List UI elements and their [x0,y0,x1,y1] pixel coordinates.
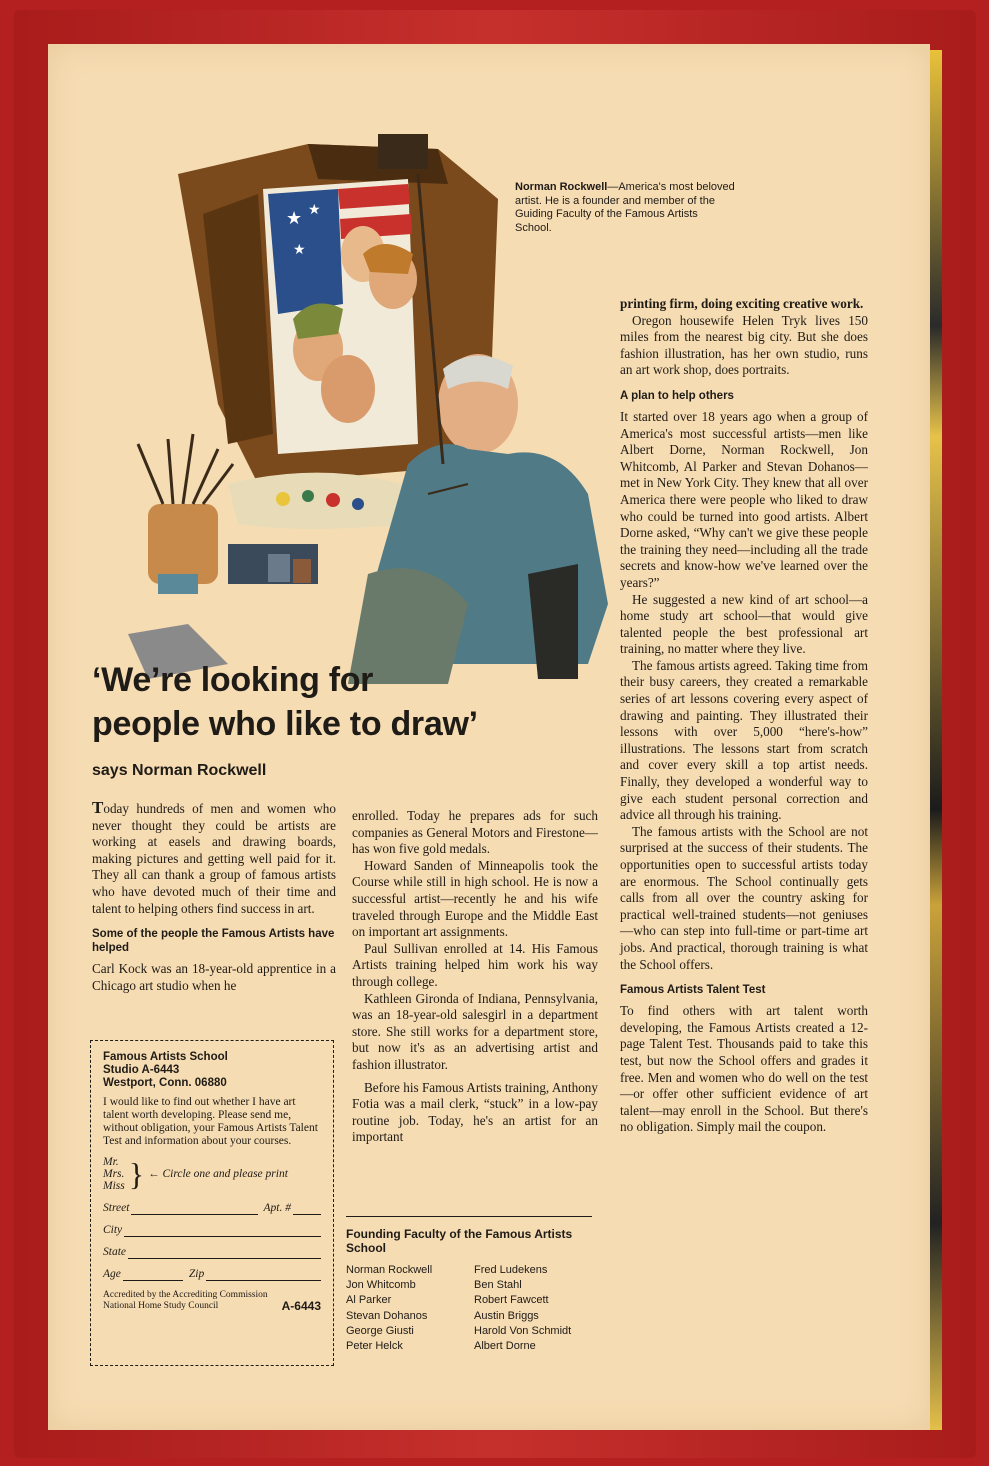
age-field[interactable] [123,1270,183,1281]
headline [92,658,612,746]
column-3-para-2: Oregon housewife Helen Tryk lives 150 miles from the nearest big city. But she does fashion illustration, has her own studio, runs an art work shop, does portraits. [620,312,868,378]
column-1-para-1-text: oday hundreds of men and women who never thought they could be artists are working at easels and drawing boards, making pictures and getting well paid for it. They all can thank a group of famous artists who have devoted much of their time and talent to helping others find success in art. [92,801,336,916]
street-label: Street [103,1202,130,1214]
circle-instruction: ← Circle one and please print [148,1167,288,1180]
section-heading-talent-test: Famous Artists Talent Test [620,984,766,997]
salutation-mrs[interactable]: Mrs. [103,1168,125,1180]
city-label: City [103,1224,123,1236]
column-1-para-1 [92,800,336,917]
faculty-list [346,1263,606,1354]
founding-faculty [346,1216,606,1354]
state-row [103,1246,321,1259]
coupon-code: A-6443 [281,1299,321,1313]
state-field[interactable] [128,1248,321,1259]
apt-field[interactable] [293,1204,321,1215]
svg-text:★: ★ [293,243,306,258]
salutation-miss[interactable]: Miss [103,1180,125,1192]
svg-text:★: ★ [286,208,303,228]
age-label: Age [103,1268,121,1280]
faculty-name: Al Parker [346,1294,392,1307]
column-2-para-5: Before his Famous Artists training, Anthony Fotia was a mail clerk, “stuck” in a low-pay routine job. Today, he's an artist for an important [352,1079,598,1145]
section-heading-plan: A plan to help others [620,389,734,402]
salutation-choice[interactable] [103,1156,321,1192]
coupon-intro: I would like to find out whether I have art talent worth developing. Please send me, without obligation, your Famous Artists Talent Test and information about your courses. [103,1096,318,1147]
mail-coupon [90,1040,334,1366]
column-2-para-4: Kathleen Gironda of Indiana, Pennsylvania, was an 18-year-old salesgirl in a department store. She still works for a department store, but now it's as an advertising artist and fashion illustrator. [352,990,598,1072]
salutation-titles [103,1156,125,1192]
street-field[interactable] [131,1204,257,1215]
faculty-name: Austin Briggs [474,1309,539,1322]
city-row [103,1224,321,1237]
column-1-para-2: Carl Kock was an 18-year-old apprentice in a Chicago art studio when he [92,961,336,993]
column-2-para-3: Paul Sullivan enrolled at 14. His Famous Artists training helped him work his way through college. [352,940,598,989]
faculty-name: Ben Stahl [474,1279,522,1292]
column-2-para-1: enrolled. Today he prepares ads for such companies as General Motors and Firestone—has won five gold medals. [352,808,598,857]
ad-page [48,44,930,1430]
column-3 [620,296,868,1136]
column-3-para-6: The famous artists with the School are not surprised at the success of their students. The opportunities open to successful artists today are enormous. The School continually gets calls from all over the country asking for practical well-trained students—not geniuses—who can step into full-time or part-time art jobs. And practical, thorough training is what the School offers. [620,823,868,972]
brace-glyph: } [128,1156,145,1192]
accreditation-note: Accredited by the Accrediting Commission National Home Study Council [103,1290,268,1311]
coupon-address [103,1051,321,1090]
byline: says Norman Rockwell [92,762,267,779]
caption-name: Norman Rockwell [515,181,608,193]
city-field[interactable] [124,1226,321,1237]
illustration-caption [515,181,735,235]
column-2 [352,808,598,1146]
column-3-para-7: To find others with art talent worth developing, the Famous Artists created a 12-page Talent Test. Thousands paid to take this test, but now the School offers and grades it free. Men and women who do well on the test—or offer other sufficient evidence of art talent—may enroll in the School. But there's no obligation. Simply mail the coupon. [620,1003,868,1135]
coupon-address-line-1: Famous Artists School [103,1051,228,1063]
faculty-name: Jon Whitcomb [346,1279,416,1292]
comic-edge-strip [928,50,942,1430]
salutation-mr[interactable]: Mr. [103,1156,119,1168]
apt-label: Apt. # [263,1202,291,1214]
column-1 [92,800,336,994]
column-3-para-3: It started over 18 years ago when a group of America's most successful artists—men like Albert Dorne, Norman Rockwell, Jon Whitcomb, Al Parker and Stevan Dohanos—met in New York City. They knew that all over America there were people who liked to draw who could be turned into good artists. Albert Dorne asked, “Why can't we give these people the training they need—including all the trade secrets and know-how we've learned over the years?” [620,408,868,590]
zip-field[interactable] [206,1270,321,1281]
faculty-name: Robert Fawcett [474,1294,549,1307]
column-3-para-5: The famous artists agreed. Taking time from their busy careers, they created a remarkable series of art lessons covering every aspect of drawing and painting. They illustrated their lessons with over 5,000 “here's-how” illustrations. The lessons start from scratch and cover every skill a top artist needs. Finally, they developed a wonderful way to give each student personal correction and advice all through his training. [620,657,868,823]
faculty-name: Albert Dorne [474,1340,536,1353]
faculty-title: Founding Faculty of the Famous Artists School [346,1227,573,1255]
faculty-name: Norman Rockwell [346,1264,433,1276]
faculty-name: George Giusti [346,1324,414,1337]
coupon-address-line-2: Studio A-6443 [103,1064,180,1076]
faculty-name: Fred Ludekens [474,1264,548,1276]
drop-letter: T [92,798,104,817]
accreditation-row [103,1290,321,1312]
age-zip-row [103,1268,321,1281]
coupon-address-line-3: Westport, Conn. 06880 [103,1077,227,1089]
column-3-para-4: He suggested a new kind of art school—a home study art school—that would give talented people the best professional art training, no matter where they live. [620,591,868,657]
caption-text: —America's most beloved artist. He is a founder and member of the Guiding Faculty of the Famous Artists School. [515,181,735,234]
faculty-rule [346,1216,592,1217]
state-label: State [103,1246,126,1258]
column-2-para-2: Howard Sanden of Minneapolis took the Course while still in high school. He is now a successful artist—recently he and his wife traveled through Europe and the Middle East on important art assignments. [352,857,598,940]
section-heading-helped: Some of the people the Famous Artists have helped [92,928,335,955]
headline-line-2: people who like to draw’ [92,705,478,743]
faculty-name: Peter Helck [346,1340,403,1353]
svg-text:★: ★ [308,203,321,218]
street-row [103,1202,321,1215]
headline-line-1: ‘We’re looking for [92,661,374,699]
faculty-name: Stevan Dohanos [346,1309,428,1322]
faculty-name: Harold Von Schmidt [474,1324,572,1337]
zip-label: Zip [188,1268,205,1280]
column-3-para-1: printing firm, doing exciting creative work. [620,296,864,311]
